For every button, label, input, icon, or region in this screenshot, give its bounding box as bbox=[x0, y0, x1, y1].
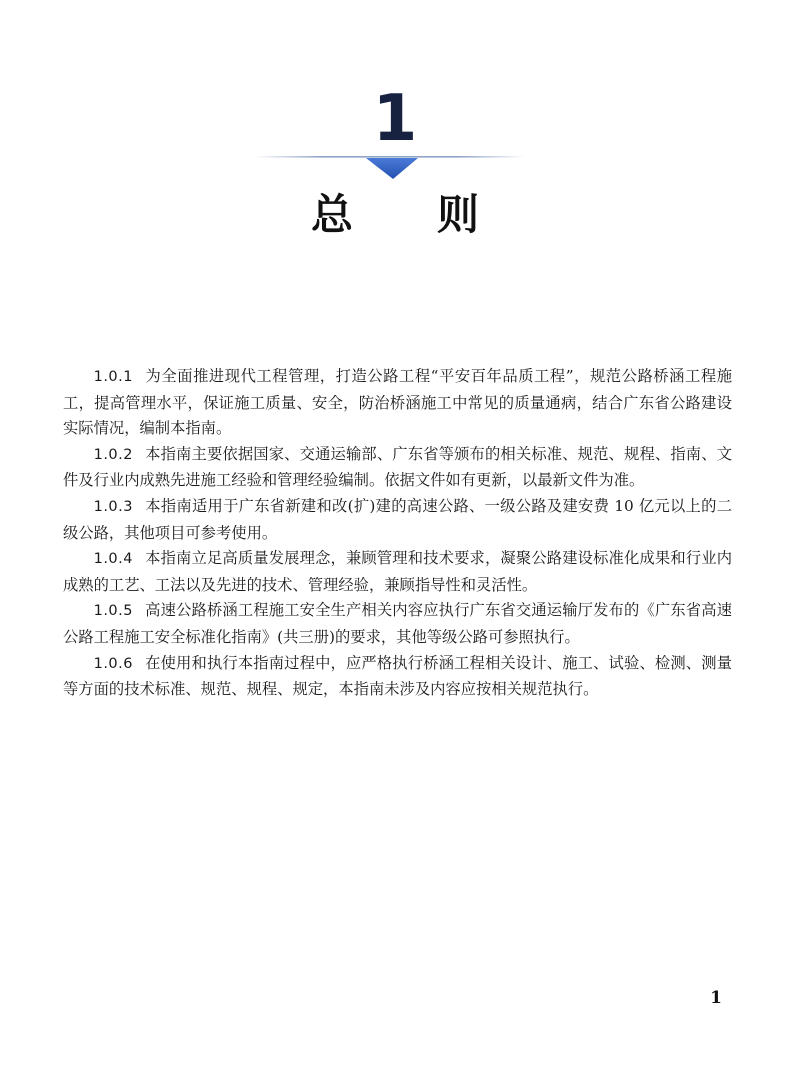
clause-1-0-3 bbox=[63, 494, 732, 546]
clause-number: 1.0.1 bbox=[93, 369, 133, 385]
chapter-number: 1 bbox=[372, 82, 418, 156]
clause-list bbox=[63, 364, 732, 703]
chapter-divider-arrow-icon bbox=[0, 150, 790, 184]
clause-number: 1.0.6 bbox=[93, 655, 133, 672]
clause-text: 本指南主要依据国家、交通运输部、广东省等颁布的相关标准、规范、规程、指南、文件及行业内成熟先进施工经验和管理经验编制。依据文件如有更新，以最新文件为准。 bbox=[63, 444, 732, 490]
clause-1-0-5 bbox=[63, 598, 732, 650]
clause-1-0-1 bbox=[63, 364, 732, 442]
chapter-title-right: 则 bbox=[437, 190, 480, 239]
clause-text: 在使用和执行本指南过程中，应严格执行桥涵工程相关设计、施工、试验、检测、测量等方面的技术标准、规范、规程、规定，本指南未涉及内容应按相关规范执行。 bbox=[63, 653, 732, 699]
clause-number: 1.0.2 bbox=[93, 446, 133, 463]
chapter-title bbox=[0, 187, 790, 243]
clause-1-0-6 bbox=[63, 651, 732, 703]
clause-text: 本指南立足高质量发展理念，兼顾管理和技术要求，凝聚公路建设标准化成果和行业内成熟的工艺、工法以及先进的技术、管理经验，兼顾指导性和灵活性。 bbox=[63, 549, 732, 594]
clause-number: 1.0.4 bbox=[93, 551, 133, 568]
clause-text: 高速公路桥涵工程施工安全生产相关内容应执行广东省交通运输厅发布的《广东省高速公路工程施工安全标准化指南》(共三册)的要求，其他等级公路可参照执行。 bbox=[63, 601, 732, 646]
chapter-title-left: 总 bbox=[310, 190, 353, 239]
clause-1-0-4 bbox=[63, 546, 732, 598]
clause-number: 1.0.5 bbox=[93, 603, 133, 620]
clause-text: 为全面推进现代工程管理，打造公路工程“平安百年品质工程”，规范公路桥涵工程施工，提高管理水平，保证施工质量、安全，防治桥涵施工中常见的质量通病，结合广东省公路建设实际情况，编制本指南。 bbox=[63, 367, 732, 438]
page-number: 1 bbox=[710, 988, 722, 1008]
clause-text: 本指南适用于广东省新建和改(扩)建的高速公路、一级公路及建安费 10 亿元以上的二级公路，其他项目可参考使用。 bbox=[63, 496, 732, 542]
clause-1-0-2 bbox=[63, 442, 732, 494]
clause-number: 1.0.3 bbox=[93, 498, 133, 515]
